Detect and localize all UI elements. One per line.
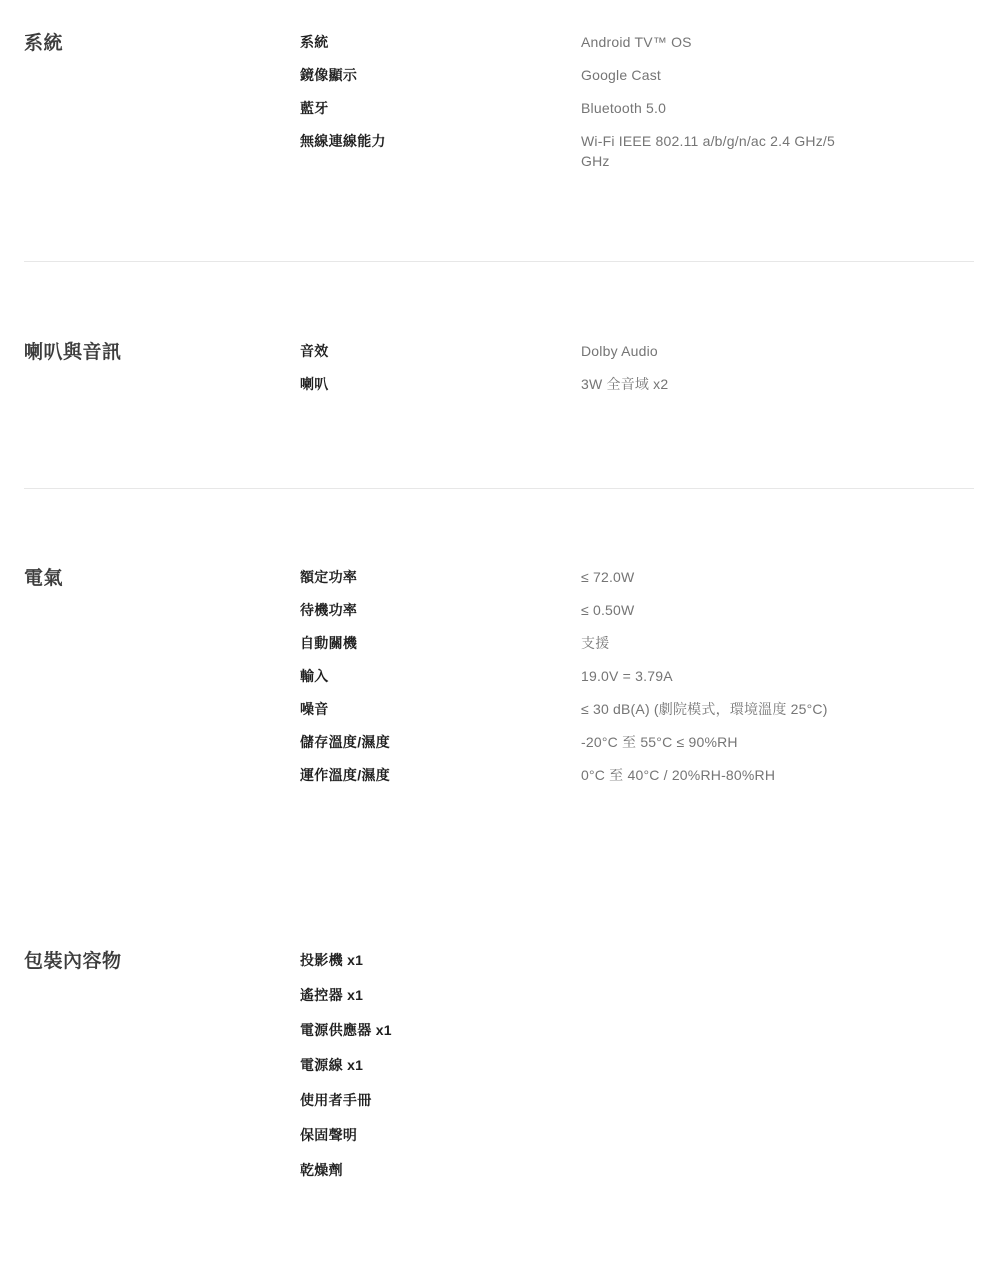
spec-row: [300, 765, 974, 785]
section-title-system: 系統: [24, 33, 64, 54]
section-divider: [24, 261, 974, 262]
section-title-electrical: 電氣: [24, 568, 64, 589]
section-system: [24, 30, 974, 171]
spec-row: [300, 699, 974, 719]
spec-label: 藍牙: [300, 100, 329, 116]
section-package-items: [300, 948, 974, 1180]
spec-row: [300, 32, 974, 52]
spec-label: 系統: [300, 34, 329, 50]
section-package: [24, 948, 974, 1180]
spec-row: [300, 131, 974, 171]
spec-label: 待機功率: [300, 602, 358, 618]
spec-row: [300, 633, 974, 653]
spec-row: [300, 567, 974, 587]
spec-value: 3W 全音域 x2: [581, 376, 669, 392]
section-title-audio: 喇叭與音訊: [24, 342, 122, 363]
spec-label: 自動關機: [300, 635, 358, 651]
spec-label: 鏡像顯示: [300, 67, 358, 83]
spec-value: 0°C 至 40°C / 20%RH-80%RH: [581, 767, 776, 783]
package-item: 乾燥劑: [300, 1162, 343, 1178]
spec-label: 額定功率: [300, 569, 358, 585]
package-item: 保固聲明: [300, 1127, 358, 1143]
spec-value: Bluetooth 5.0: [581, 100, 667, 116]
spec-value: ≤ 0.50W: [581, 602, 635, 618]
spec-row: [300, 341, 974, 361]
spec-label: 無線連線能力: [300, 133, 386, 149]
spec-value: 支援: [581, 635, 610, 651]
spec-row: [300, 732, 974, 752]
spec-label: 喇叭: [300, 376, 329, 392]
section-audio-rows: [300, 339, 974, 394]
spec-label: 噪音: [300, 701, 329, 717]
spec-value: Dolby Audio: [581, 343, 658, 359]
spec-row: [300, 600, 974, 620]
spec-row: [300, 65, 974, 85]
package-item: 投影機 x1: [300, 952, 364, 968]
package-item: 電源線 x1: [300, 1057, 364, 1073]
spec-value: ≤ 30 dB(A) (劇院模式，環境溫度 25°C): [581, 701, 828, 717]
spec-value: 19.0V = 3.79A: [581, 668, 673, 684]
section-audio: [24, 339, 974, 394]
package-item: 電源供應器 x1: [300, 1022, 392, 1038]
section-system-rows: [300, 30, 974, 171]
section-divider: [24, 488, 974, 489]
section-electrical: [24, 565, 974, 785]
spec-label: 儲存溫度/濕度: [300, 734, 390, 750]
spec-row: [300, 666, 974, 686]
section-electrical-rows: [300, 565, 974, 785]
spec-label: 運作溫度/濕度: [300, 767, 390, 783]
spec-row: [300, 98, 974, 118]
package-item: 使用者手冊: [300, 1092, 372, 1108]
spec-value: -20°C 至 55°C ≤ 90%RH: [581, 734, 738, 750]
spec-value: ≤ 72.0W: [581, 569, 635, 585]
section-title-package: 包裝內容物: [24, 951, 122, 972]
spec-row: [300, 374, 974, 394]
spec-value: Wi-Fi IEEE 802.11 a/b/g/n/ac 2.4 GHz/5 GHz: [581, 133, 836, 169]
spec-value: Google Cast: [581, 67, 662, 83]
spec-value: Android TV™ OS: [581, 34, 692, 50]
spec-label: 輸入: [300, 668, 329, 684]
package-item: 遙控器 x1: [300, 987, 364, 1003]
spec-label: 音效: [300, 343, 329, 359]
